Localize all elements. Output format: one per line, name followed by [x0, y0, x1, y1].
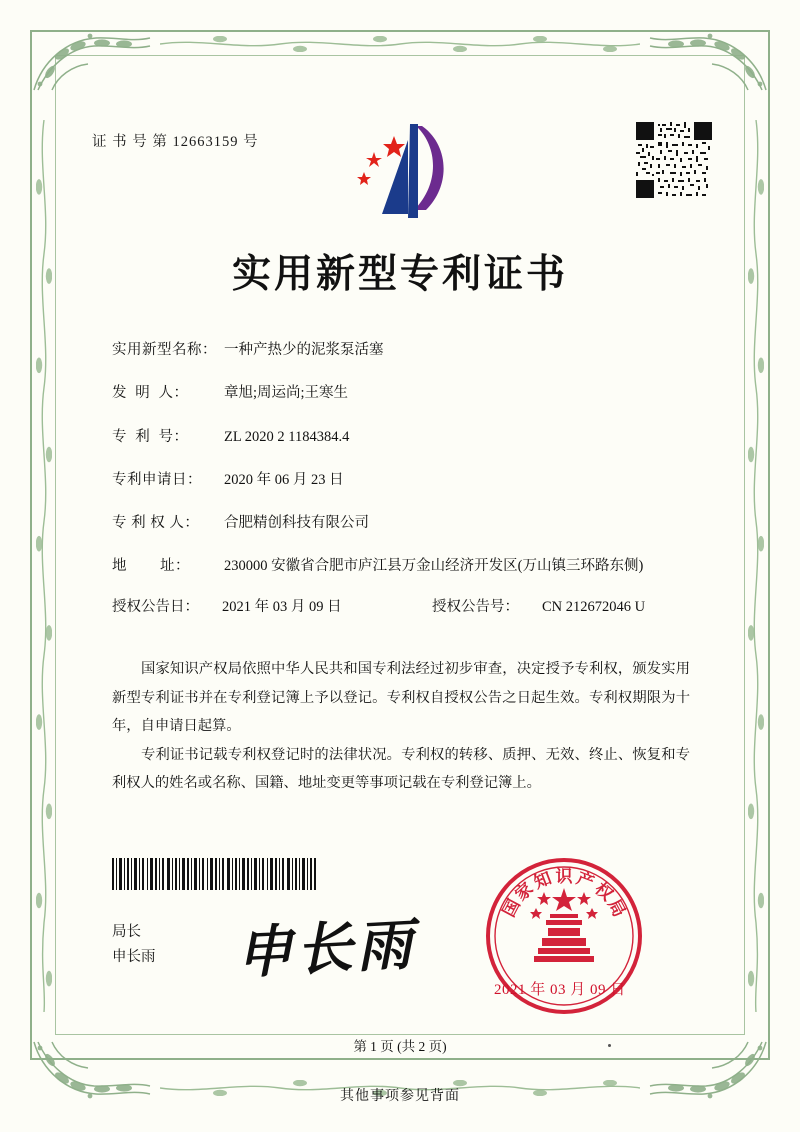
paragraph-2: 专利证书记载专利权登记时的法律状况。专利权的转移、质押、无效、终止、恢复和专利权人的姓名或名称、国籍、地址变更等事项记载在专利登记簿上。 — [112, 746, 690, 792]
svg-text:知: 知 — [531, 868, 555, 893]
seal-date: 2021 年 03 月 09 日 — [494, 982, 626, 998]
field-row-address — [112, 556, 702, 578]
field-group-grant-date — [112, 597, 432, 619]
field-label-inventors: 发 明 人： — [112, 385, 189, 402]
field-value-patentee: 合肥精创科技有限公司 — [224, 515, 369, 531]
field-row-patent-number — [112, 427, 702, 449]
field-value-patent-number: ZL 2020 2 1184384.4 — [224, 428, 350, 445]
field-label-patent-number: 专 利 号： — [112, 428, 189, 445]
decorative-dot — [608, 1044, 611, 1047]
svg-text:国: 国 — [499, 896, 524, 921]
paragraph-1: 国家知识产权局依照中华人民共和国专利法经过初步审查，决定授予专利权，颁发实用新型专利证书并在专利登记簿上予以登记。专利权自授权公告之日起生效。专利权期限为十年，自申请日起算。 — [112, 661, 690, 735]
svg-text:家: 家 — [511, 879, 537, 905]
signature-name: 申长雨 — [112, 949, 156, 966]
field-value-grant-date: 2021 年 03 月 09 日 — [222, 599, 342, 615]
field-row-grant — [112, 597, 702, 619]
page-number: 第 1 页 (共 2 页) — [353, 1039, 447, 1054]
cnipa-logo-icon — [352, 118, 462, 228]
field-value-name: 一种产热少的泥浆泵活塞 — [224, 342, 384, 358]
svg-text:权: 权 — [591, 879, 617, 905]
signature-role: 局长 — [112, 924, 141, 940]
svg-text:识: 识 — [555, 867, 573, 886]
field-label-application-date: 专利申请日： — [112, 471, 202, 488]
field-row-name — [112, 340, 702, 362]
field-row-patentee — [112, 513, 702, 535]
field-value-address: 230000 安徽省合肥市庐江县万金山经济开发区(万山镇三环路东侧) — [224, 558, 644, 575]
field-label-address: 地 址： — [112, 558, 190, 575]
field-group-grant-number — [432, 597, 645, 619]
field-value-grant-number: CN 212672046 U — [542, 599, 646, 615]
footer-note: 其他事项参见背面 — [340, 1089, 460, 1104]
qr-code-icon — [636, 122, 712, 198]
handwritten-signature: 申长雨 — [234, 914, 418, 986]
field-label-name: 实用新型名称： — [112, 342, 217, 358]
top-edge-ornament — [160, 36, 640, 52]
svg-text:局: 局 — [604, 896, 629, 921]
field-row-inventors — [112, 383, 702, 405]
legal-text — [112, 655, 690, 798]
field-label-patentee: 专 利 权 人： — [112, 515, 200, 531]
field-label-grant-number: 授权公告号： — [432, 599, 519, 615]
svg-text:产: 产 — [573, 868, 597, 893]
signature-block — [112, 920, 156, 971]
field-value-application-date: 2020 年 06 月 23 日 — [224, 471, 344, 488]
field-value-inventors: 章旭;周运尚;王寒生 — [224, 385, 349, 402]
field-row-application-date — [112, 470, 702, 492]
barcode-icon — [112, 858, 317, 890]
field-list — [112, 340, 702, 639]
page-title: 实用新型专利证书 — [231, 253, 568, 296]
field-label-grant-date: 授权公告日： — [112, 599, 199, 615]
certificate-number: 证 书 号 第 12663159 号 — [92, 134, 259, 150]
